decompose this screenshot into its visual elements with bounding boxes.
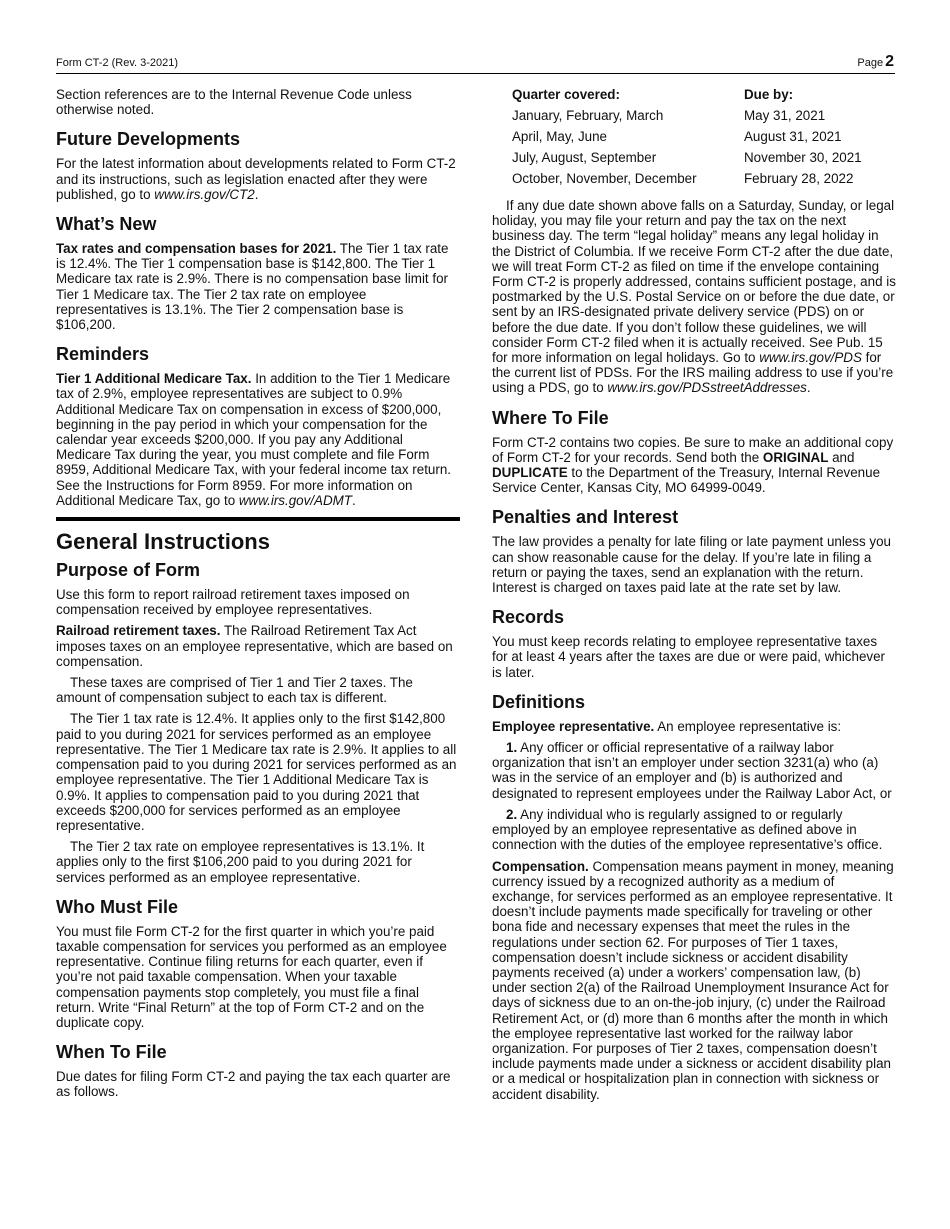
irs-admt-link[interactable]: www.irs.gov/ADMT bbox=[238, 492, 352, 508]
due-column-header: Due by: bbox=[744, 87, 794, 102]
when-to-file-heading: When To File bbox=[56, 1042, 167, 1063]
definitions-heading: Definitions bbox=[492, 691, 585, 712]
quarter-cell: October, November, December bbox=[512, 171, 697, 186]
where-to-file-heading: Where To File bbox=[492, 407, 609, 428]
due-dates-table bbox=[512, 87, 862, 192]
future-developments-heading: Future Developments bbox=[56, 129, 241, 150]
purpose-p2: Railroad retirement taxes. The Railroad Retirement Tax Act imposes taxes on an employee representative, which are based on compensation. bbox=[56, 623, 453, 669]
employee-rep-definition: Employee representative. An employee representative is: bbox=[492, 718, 842, 734]
future-developments-text: For the latest information about developments related to Form CT-2 and its instructions, such as legislation enacted after they were published, go to www.irs.gov/CT2. bbox=[56, 156, 456, 202]
who-must-file-heading: Who Must File bbox=[56, 896, 178, 917]
purpose-p4: The Tier 1 tax rate is 12.4%. It applies only to the first $142,800 paid to you during 2021 for services performed as an employee representative. The Tier 1 Medicare tax rate is 2.9%. It applies to all compensation paid to you during 2021 for services performed as an employee representative. The Tier 1 Additional Medicare Tax is 0.9%. It applies to compensation paid to you during 2021 that exceeds $200,000 for services performed as an employee representative. bbox=[56, 711, 457, 833]
penalties-text: The law provides a penalty for late filing or late payment unless you can show reasonable cause for the delay. If you’re late in filing a return or paying the taxes, send an explanation with the return. Interest is charged on taxes paid late at the rate set by law. bbox=[492, 534, 891, 596]
table-row bbox=[512, 129, 862, 150]
irs-pds-link[interactable]: www.irs.gov/PDS bbox=[759, 350, 862, 366]
whats-new-heading: What’s New bbox=[56, 214, 157, 235]
quarter-column-header: Quarter covered: bbox=[512, 87, 620, 102]
table-row bbox=[512, 108, 862, 129]
purpose-p3: These taxes are comprised of Tier 1 and Tier 2 taxes. The amount of compensation subject to each tax is different. bbox=[56, 675, 413, 706]
irs-pds-addresses-link[interactable]: www.irs.gov/PDSstreetAddresses bbox=[607, 380, 807, 396]
reminders-text: Tier 1 Additional Medicare Tax. In addition to the Tier 1 Medicare tax of 2.9%, employee representatives are subject to 0.9% Additional Medicare Tax on compensation in excess of $200,000, beginning in the pay period in which your compensation for the calendar year exceeds $200,000. If you pay any Additional Medicare Tax during the year, you must complete and file Form 8959, Additional Medicare Tax, with your federal income tax return. See the Instructions for Form 8959. For more information on Additional Medicare Tax, go to www.irs.gov/ADMT. bbox=[56, 371, 451, 508]
right-column bbox=[492, 87, 896, 1108]
section-divider bbox=[56, 517, 460, 521]
left-column bbox=[56, 87, 460, 1106]
page-label: Page bbox=[857, 57, 884, 69]
definition-item-2: 2. Any individual who is regularly assigned to or regularly employed by an employee representative as defined above in connection with the duties of the employee representative’s office. bbox=[492, 806, 883, 853]
irs-ct2-link[interactable]: www.irs.gov/CT2 bbox=[154, 186, 255, 202]
page-number-label bbox=[857, 53, 894, 71]
whats-new-text: Tax rates and compensation bases for 2021. The Tier 1 tax rate is 12.4%. The Tier 1 compensation base is $142,800. The Tier 1 Medicare tax rate is 2.9%. There is no compensation base limit for Tier 1 Medicare tax. The Tier 2 tax rate on employee representatives is 13.1%. The Tier 2 compensation base is $106,200. bbox=[56, 241, 449, 333]
reminders-heading: Reminders bbox=[56, 344, 150, 365]
table-row bbox=[512, 171, 862, 192]
who-must-file-text: You must file Form CT-2 for the first quarter in which you’re paid taxable compensation for services you performed as an employee representative. Continue filing returns for each quarter, even if you’re not paid taxable compensation. When your taxable compensation payments stop completely, you must file a final return. Write “Final Return” at the top of Form CT-2 and on the duplicate copy. bbox=[56, 923, 447, 1030]
form-id: Form CT-2 (Rev. 3-2021) bbox=[56, 57, 179, 69]
page-number: 2 bbox=[885, 53, 894, 70]
intro-text: Section references are to the Internal Revenue Code unless otherwise noted. bbox=[56, 87, 412, 118]
due-date-note: If any due date shown above falls on a Saturday, Sunday, or legal holiday, you may file your return and pay the tax on the next business day. The term “legal holiday” means any legal holiday in the District of Columbia. If we receive Form CT-2 after the due date, we will treat Form CT-2 as filed on time if the envelope containing Form CT-2 is properly addressed, contains sufficient postage, and is postmarked by the U.S. Postal Service on or before the due date, or sent by an IRS-designated private delivery service (PDS) on or before the due date. If you don’t follow these guidelines, we will consider Form CT-2 filed when it is actually received. See Pub. 15 for more information on legal holidays. Go to www.irs.gov/PDS for the current list of PDSs. For the IRS mailing address to use if you’re using a PDS, go to www.irs.gov/PDSstreetAddresses. bbox=[492, 198, 896, 396]
general-instructions-heading: General Instructions bbox=[56, 529, 270, 555]
quarter-cell: July, August, September bbox=[512, 150, 657, 165]
records-text: You must keep records relating to employee representative taxes for at least 4 years after the taxes are due or were paid, whichever is later. bbox=[492, 634, 885, 680]
table-header-row bbox=[512, 87, 862, 108]
quarter-cell: January, February, March bbox=[512, 108, 664, 123]
when-to-file-text: Due dates for filing Form CT-2 and paying the tax each quarter are as follows. bbox=[56, 1069, 451, 1100]
definition-item-1: 1. Any officer or official representative of a railway labor organization that isn’t an employer under section 3231(a) who (a) was in the service of an employer and (b) is authorized and designated to represent employees under the Railway Labor Act, or bbox=[492, 740, 892, 801]
table-row bbox=[512, 150, 862, 171]
due-cell: May 31, 2021 bbox=[744, 108, 826, 123]
header-rule bbox=[56, 73, 895, 74]
due-cell: November 30, 2021 bbox=[744, 150, 862, 165]
purpose-p5: The Tier 2 tax rate on employee representatives is 13.1%. It applies only to the first $106,200 paid to you during 2021 for services performed as an employee representative. bbox=[56, 839, 425, 885]
purpose-of-form-heading: Purpose of Form bbox=[56, 560, 201, 581]
purpose-p1: Use this form to report railroad retirement taxes imposed on compensation received by employee representatives. bbox=[56, 587, 410, 618]
quarter-cell: April, May, June bbox=[512, 129, 608, 144]
compensation-definition: Compensation. Compensation means payment in money, meaning currency issued by a recognized authority as a medium of exchange, for services performed as an employee representative. It doesn’t include payments made specifically for traveling or other bona fide and necessary expenses that meet the rules in the regulations under section 62. For purposes of Tier 1 taxes, compensation doesn’t include sickness or accident disability payments received (a) under a workers’ compensation law, (b) under section 2(a) of the Railroad Unemployment Insurance Act for days of sickness due to an on-the-job injury, (c) under the Railroad Retirement Act, or (d) more than 6 months after the month in which the employee representative last worked for the railway labor organization. For purposes of Tier 2 taxes, compensation doesn’t include payments made under a sickness or accident disability plan or a medical or hospitalization plan in connection with sickness or accident disability. bbox=[492, 858, 894, 1102]
where-to-file-text: Form CT-2 contains two copies. Be sure to make an additional copy of Form CT-2 for your records. Send both the ORIGINAL and DUPLICATE to the Department of the Treasury, Internal Revenue Service Center, Kansas City, MO 64999-0049. bbox=[492, 434, 894, 496]
penalties-heading: Penalties and Interest bbox=[492, 507, 679, 528]
due-cell: August 31, 2021 bbox=[744, 129, 842, 144]
records-heading: Records bbox=[492, 607, 565, 628]
due-cell: February 28, 2022 bbox=[744, 171, 854, 186]
